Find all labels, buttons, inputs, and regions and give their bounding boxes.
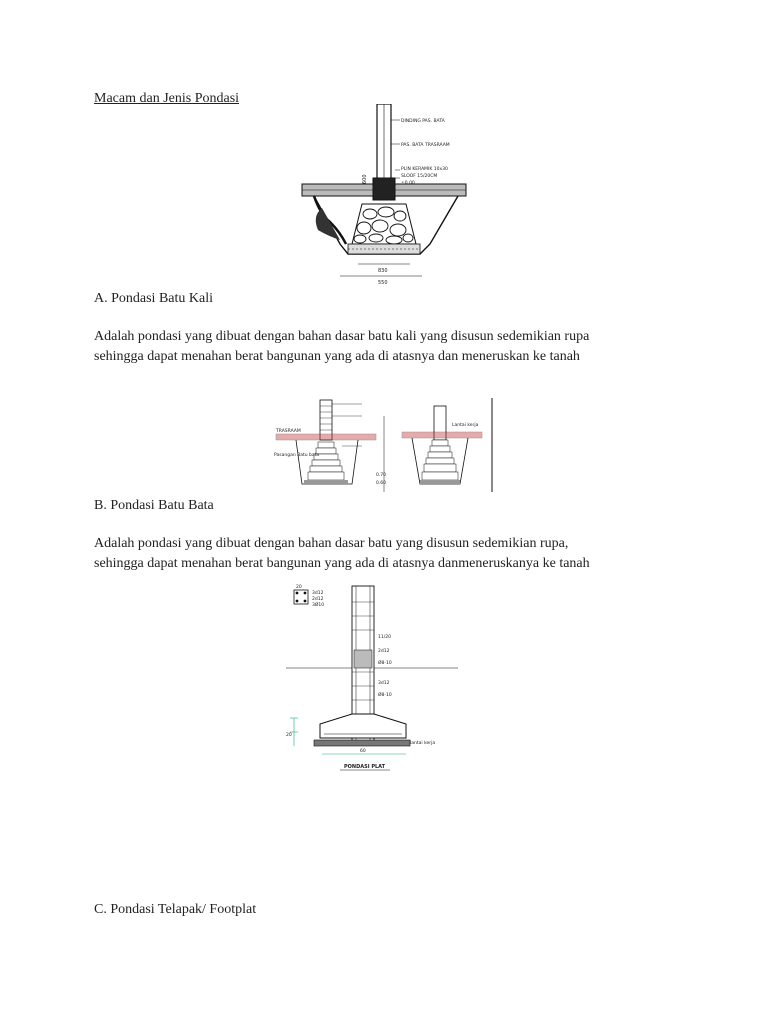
fig3-label-o810b: Ø8-10 — [378, 693, 392, 698]
fig2-dim-060: 0.60 — [376, 481, 387, 486]
fig3-label-lantai-kerja: lantai kerja — [410, 741, 436, 746]
section-b-heading: B. Pondasi Batu Bata — [94, 498, 214, 513]
fig3-caption: PONDASI PLAT — [344, 764, 386, 770]
section-a-heading: A. Pondasi Batu Kali — [94, 291, 213, 306]
fig1-label-level: ±0.00 — [401, 181, 415, 186]
page-title: Macam dan Jenis Pondasi — [94, 91, 240, 106]
figure-batu-bata — [272, 396, 496, 494]
fig2-label-trasraam: TRASRAAM — [276, 429, 301, 434]
fig1-dim-600: 600 — [362, 174, 368, 184]
figure-pondasi-plat — [282, 582, 462, 776]
fig1-label-plin: PLIN KERAMIK 10x30 — [401, 167, 448, 172]
fig3-label-3d12a: 3d12 — [312, 591, 324, 596]
section-c-heading: C. Pondasi Telapak/ Footplat — [94, 902, 257, 917]
fig2-dim-070: 0.70 — [376, 473, 387, 478]
section-b-para-line1: Adalah pondasi yang dibuat dengan bahan dasar batu yang disusun sedemikian rupa, — [94, 536, 569, 551]
fig1-dim-550: 550 — [378, 280, 388, 286]
fig3-label-60: 60 — [360, 749, 366, 754]
fig2-label-bata: Pasangan Batu bata — [274, 453, 320, 458]
section-a-para-line2: sehingga dapat menahan berat bangunan yang ada di atasnya dan meneruskan ke tanah — [94, 349, 580, 364]
fig3-label-20b: 20 — [286, 733, 292, 738]
fig2-label-lantai: Lantai kerja — [452, 423, 479, 428]
figure-batu-kali — [300, 104, 468, 286]
fig1-label-sloof: SLOOF 15/20CM — [401, 174, 438, 179]
section-a-para-line1: Adalah pondasi yang dibuat dengan bahan dasar batu kali yang disusun sedemikian rupa — [94, 329, 590, 344]
fig3-label-3d12b: 3d12 — [378, 681, 390, 686]
fig3-label-20a: 20 — [296, 585, 302, 590]
section-b-para-line2: sehingga dapat menahan berat bangunan yang ada di atasnya danmeneruskanya ke tanah — [94, 556, 590, 571]
fig3-label-o810a: Ø8-10 — [378, 661, 392, 666]
fig3-label-2d12a: 2d12 — [312, 597, 324, 602]
fig3-label-3o10: 3Ø10 — [312, 603, 325, 608]
fig3-label-2d12b: 2d12 — [378, 649, 390, 654]
fig1-dim-830: 830 — [378, 268, 388, 274]
fig3-label-1120: 11/20 — [378, 635, 391, 640]
fig1-label-wall: DINDING PAS. BATA — [401, 119, 445, 124]
fig1-label-trasraam: PAS. BATA TRASRAAM — [401, 143, 450, 148]
